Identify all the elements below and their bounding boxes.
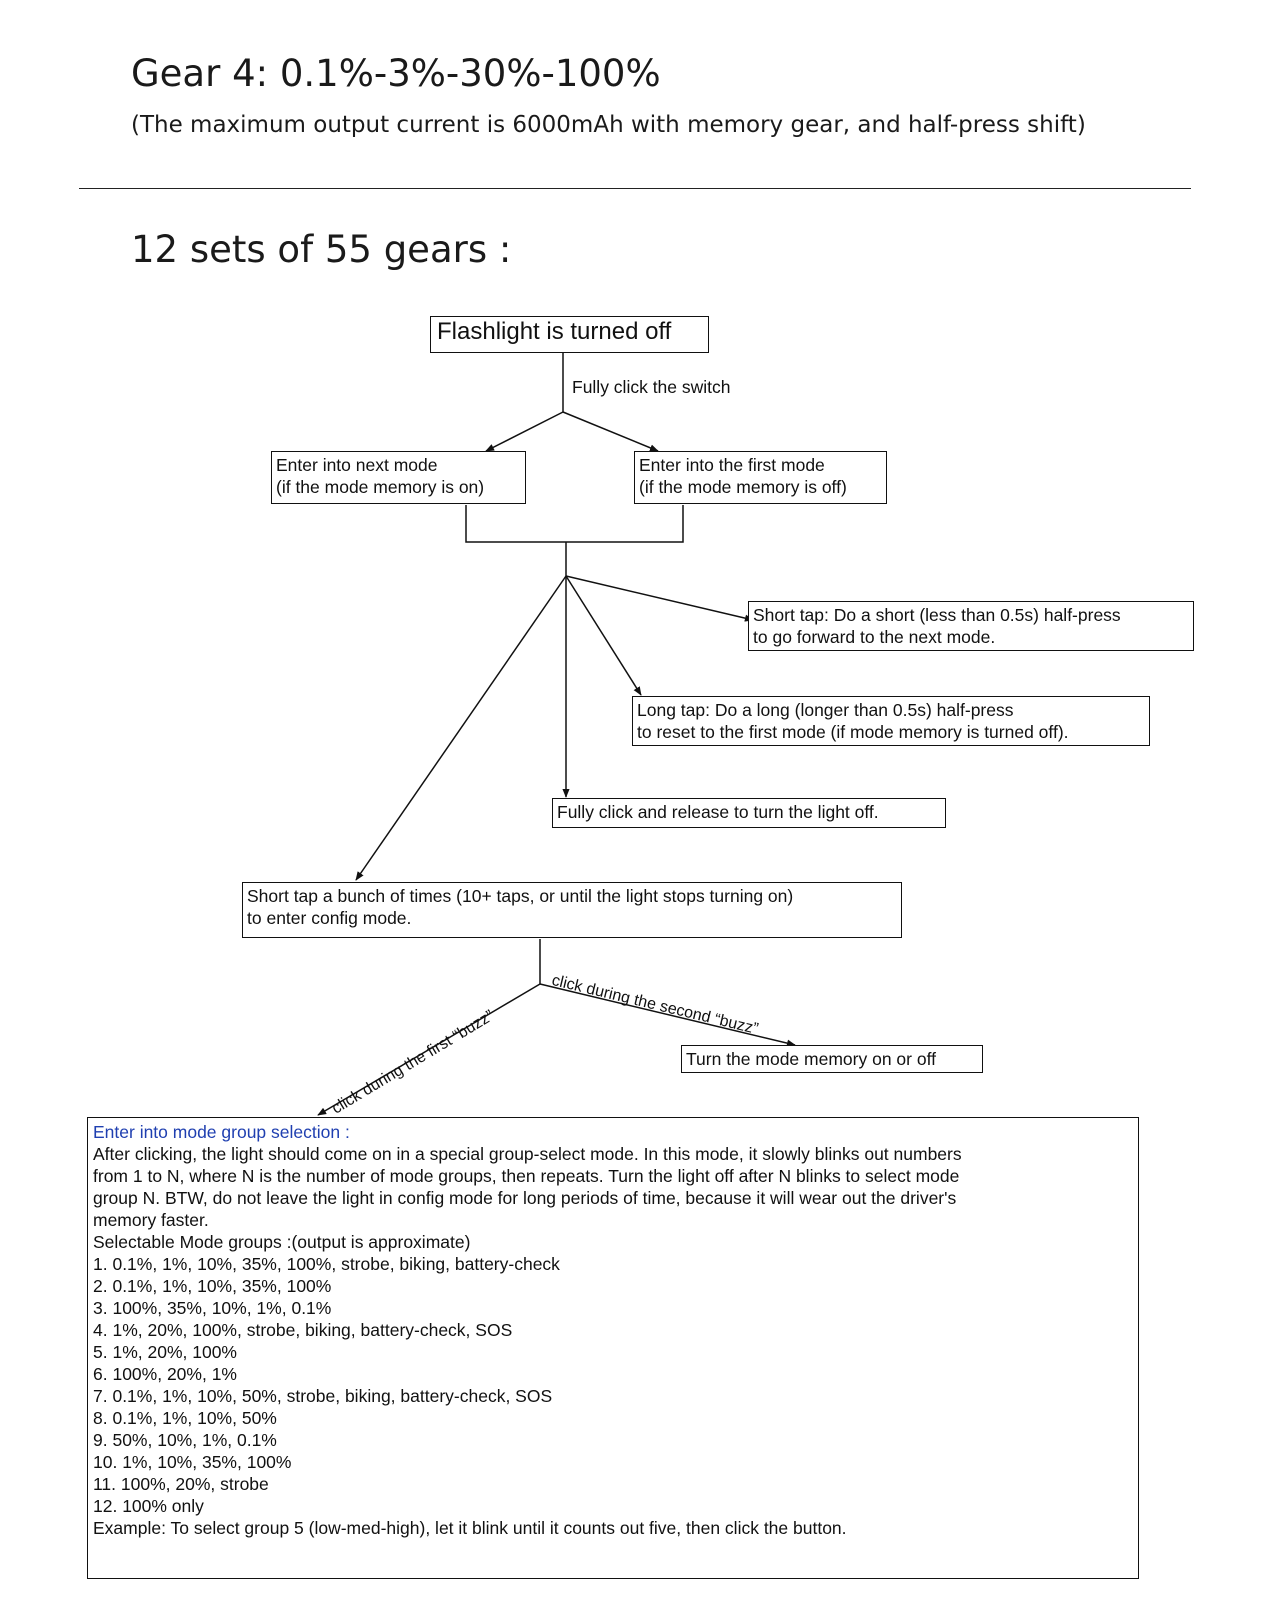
- first-mode-line-1: Enter into the first mode: [639, 455, 825, 475]
- info-line: memory faster.: [93, 1210, 209, 1230]
- first-buzz-label: click during the first “buzz”: [329, 1007, 498, 1118]
- mode-group-item: 11. 100%, 20%, strobe: [93, 1474, 269, 1494]
- info-line: group N. BTW, do not leave the light in config mode for long periods of time, because it will wear out the driver's: [93, 1188, 957, 1208]
- short-tap-line-1: Short tap: Do a short (less than 0.5s) half-press: [753, 605, 1121, 625]
- config-node: [242, 882, 902, 938]
- section-title: 12 sets of 55 gears :: [131, 228, 512, 271]
- long-tap-node: [632, 696, 1150, 746]
- first-mode-node: [634, 451, 887, 504]
- start-node-label: Flashlight is turned off: [437, 318, 672, 345]
- memory-toggle-node: [681, 1045, 983, 1073]
- arrow-to-config: [356, 576, 566, 880]
- info-line: Selectable Mode groups :(output is approximate): [93, 1232, 471, 1252]
- config-line-1: Short tap a bunch of times (10+ taps, or until the light stops turning on): [247, 886, 794, 906]
- info-heading: Enter into mode group selection :: [93, 1122, 350, 1142]
- start-node: [430, 316, 709, 353]
- arrow-to-next-mode: [486, 412, 563, 451]
- first-mode-line-2: (if the mode memory is off): [639, 477, 847, 497]
- arrow-to-first-mode: [563, 412, 658, 451]
- connector-merge: [466, 505, 683, 542]
- mode-group-item: 6. 100%, 20%, 1%: [93, 1364, 237, 1384]
- next-mode-line-2: (if the mode memory is on): [276, 477, 485, 497]
- next-mode-node: [271, 451, 526, 504]
- gear-title: Gear 4: 0.1%-3%-30%-100%: [131, 52, 661, 95]
- turn-off-label: Fully click and release to turn the light off.: [557, 802, 879, 822]
- next-mode-line-1: Enter into next mode: [276, 455, 438, 475]
- second-buzz-label: click during the second “buzz”: [550, 972, 760, 1038]
- mode-group-selection-box: [87, 1117, 1139, 1579]
- mode-group-item: 12. 100% only: [93, 1496, 204, 1516]
- info-line: from 1 to N, where N is the number of mode groups, then repeats. Turn the light off after N blinks to select mode: [93, 1166, 960, 1186]
- info-line: After clicking, the light should come on in a special group-select mode. In this mode, it slowly blinks out numbers: [93, 1144, 962, 1164]
- mode-group-item: 5. 1%, 20%, 100%: [93, 1342, 237, 1362]
- mode-group-item: 1. 0.1%, 1%, 10%, 35%, 100%, strobe, biking, battery-check: [93, 1254, 560, 1274]
- mode-group-item: 10. 1%, 10%, 35%, 100%: [93, 1452, 292, 1472]
- mode-group-item: 8. 0.1%, 1%, 10%, 50%: [93, 1408, 277, 1428]
- mode-group-item: 9. 50%, 10%, 1%, 0.1%: [93, 1430, 277, 1450]
- info-example: Example: To select group 5 (low-med-high), let it blink until it counts out five, then click the button.: [93, 1518, 847, 1538]
- arrow-to-short-tap: [566, 576, 753, 620]
- turn-off-node: [552, 798, 946, 828]
- fully-click-label: Fully click the switch: [572, 377, 731, 397]
- config-line-2: to enter config mode.: [247, 908, 412, 928]
- long-tap-line-1: Long tap: Do a long (longer than 0.5s) half-press: [637, 700, 1014, 720]
- arrow-to-long-tap: [566, 576, 641, 695]
- mode-group-item: 2. 0.1%, 1%, 10%, 35%, 100%: [93, 1276, 332, 1296]
- long-tap-line-2: to reset to the first mode (if mode memory is turned off).: [637, 722, 1069, 742]
- gear-subtitle: (The maximum output current is 6000mAh with memory gear, and half-press shift): [131, 112, 1086, 138]
- mode-group-item: 4. 1%, 20%, 100%, strobe, biking, battery-check, SOS: [93, 1320, 513, 1340]
- short-tap-node: [748, 601, 1194, 651]
- memory-toggle-label: Turn the mode memory on or off: [686, 1049, 936, 1069]
- mode-group-item: 7. 0.1%, 1%, 10%, 50%, strobe, biking, battery-check, SOS: [93, 1386, 553, 1406]
- short-tap-line-2: to go forward to the next mode.: [753, 627, 996, 647]
- mode-group-item: 3. 100%, 35%, 10%, 1%, 0.1%: [93, 1298, 332, 1318]
